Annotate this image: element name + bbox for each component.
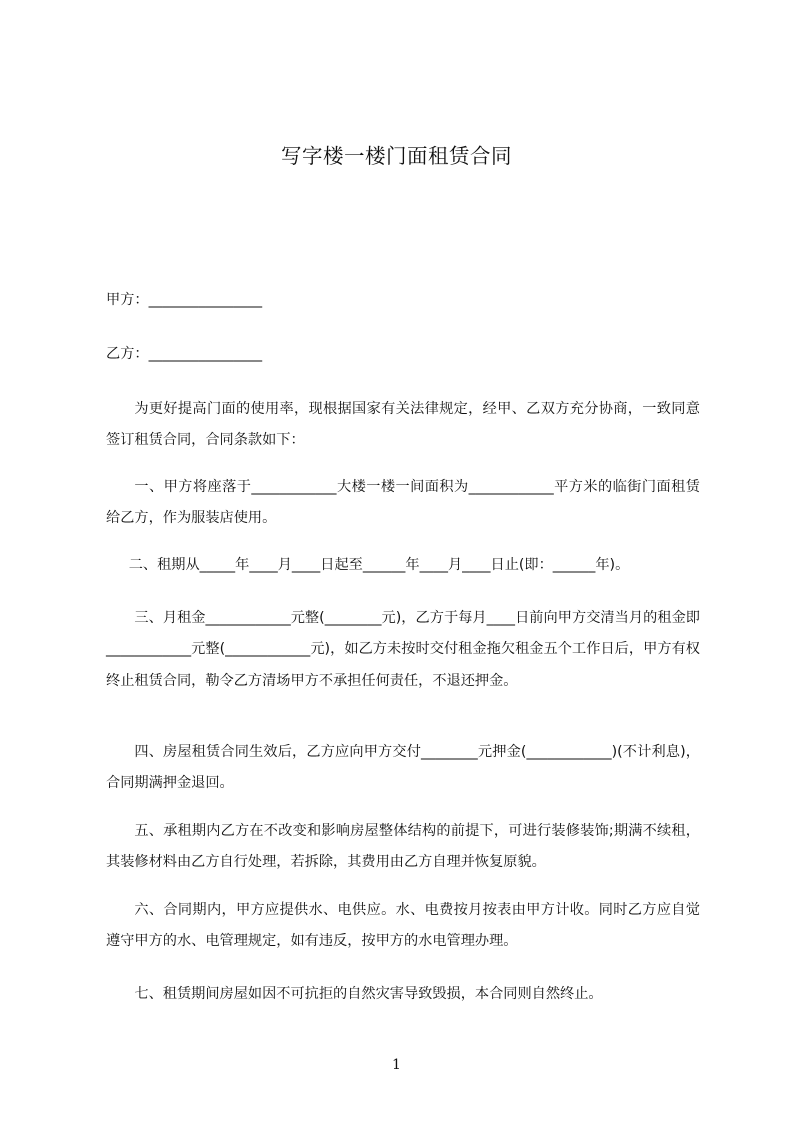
party-b-line: 乙方：________________ <box>106 346 263 362</box>
page-number: 1 <box>392 1057 401 1073</box>
clause-6: 六、合同期内，甲方应提供水、电供应。水、电费按月按表由甲方计收。同时乙方应自觉遵守甲方的水、电管理规定，如有违反，按甲方的水电管理办理。 <box>106 902 700 950</box>
clause-5: 五、承租期内乙方在不改变和影响房屋整体结构的前提下，可进行装修装饰;期满不续租，其装修材料由乙方自行处理，若拆除，其费用由乙方自理并恢复原貌。 <box>106 823 700 871</box>
intro-paragraph: 为更好提高门面的使用率，现根据国家有关法律规定，经甲、乙双方充分协商，一致同意签订租赁合同，合同条款如下： <box>106 401 700 449</box>
clause-1: 一、甲方将座落于____________大楼一楼一间面积为____________平方米的临街门面租赁给乙方，作为服装店使用。 <box>106 479 700 527</box>
clause-7: 七、租赁期间房屋如因不可抗拒的自然灾害导致毁损，本合同则自然终止。 <box>134 986 603 1002</box>
clause-2: 二、租期从_____年____月____日起至______年____月____日止(即：______年)。 <box>128 557 630 573</box>
clause-3: 三、月租金____________元整(________元)，乙方于每月____日前向甲方交清当月的租金即____________元整(____________元)，如乙方未按时交付租金拖欠租金五个工作日后，甲方有权终止租赁合同，勒令乙方清场甲方不承担任何责任，不退还押金。 <box>106 610 700 689</box>
document-title: 写字楼一楼门面租赁合同 <box>281 144 512 168</box>
party-a-line: 甲方：________________ <box>106 292 263 308</box>
clause-4: 四、房屋租赁合同生效后，乙方应向甲方交付________元押金(____________)(不计利息)，合同期满押金退回。 <box>106 744 700 792</box>
